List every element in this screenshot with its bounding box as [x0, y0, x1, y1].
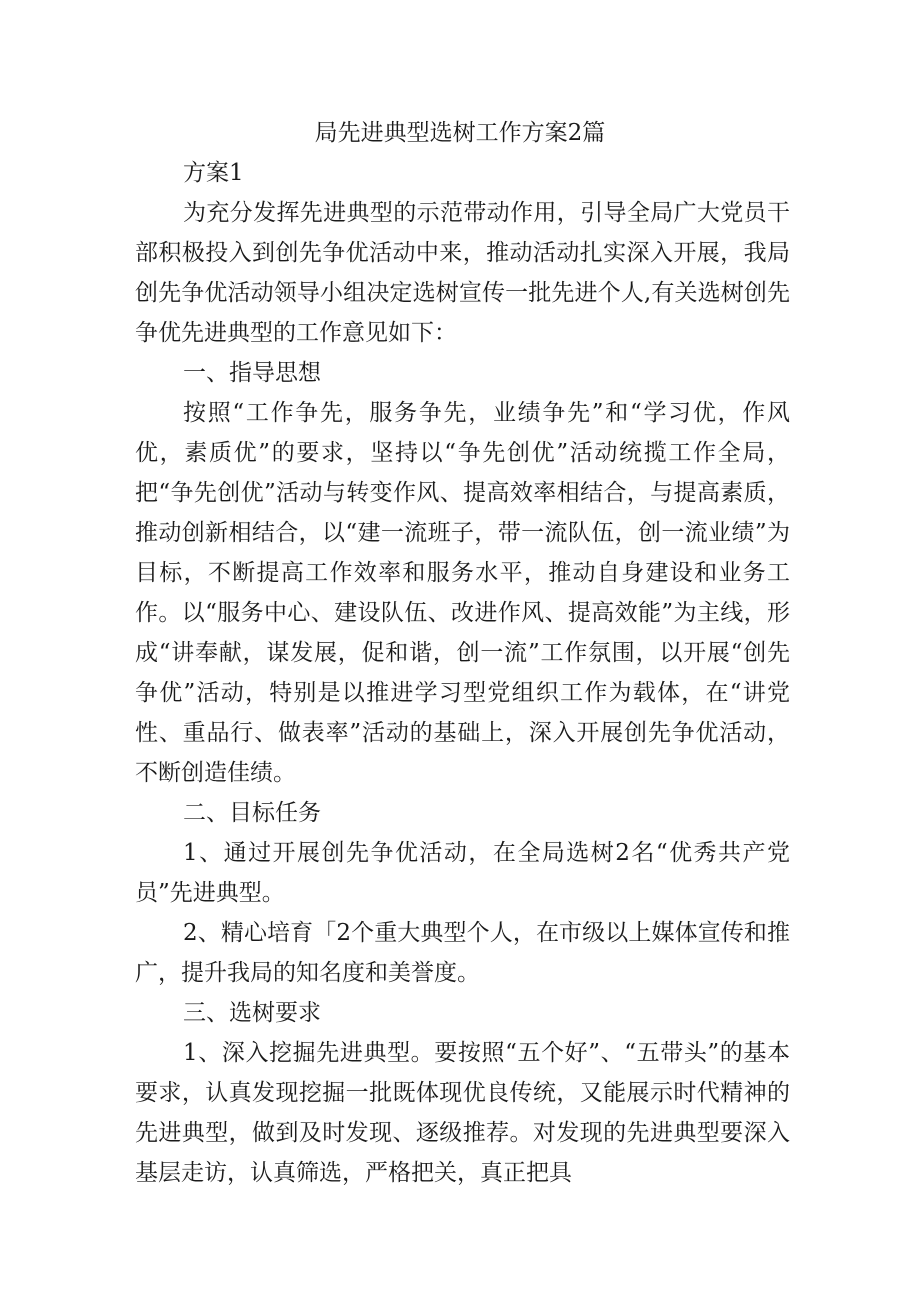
document-body: [135, 153, 790, 1193]
section-heading-goals: 二、目标任务: [183, 800, 321, 826]
section-heading-guiding-ideology: 一、指导思想: [183, 360, 321, 386]
paragraph-guiding-ideology: 按照“工作争先，服务争先，业绩争先”和“学习优，作风优，素质优”的要求，坚持以“争先创优”活动统揽工作全局，把“争先创优”活动与转变作风、提高效率相结合，与提高素质，推动创新相结合，以“建一流班子，带一流队伍，创一流业绩”为目标，不断提高工作效率和服务水平，推动自身建设和业务工作。以“服务中心、建设队伍、改进作风、提高效能”为主线，形成“讲奉献，谋发展，促和谐，创一流”工作氛围，以开展“创先争优”活动，特别是以推进学习型党组织工作为载体，在“讲党性、重品行、做表率”活动的基础上，深入开展创先争优活动，不断创造佳绩。: [135, 400, 790, 786]
section-heading-requirements: 三、选树要求: [183, 1000, 321, 1026]
paragraph-plan-heading: 方案1: [183, 160, 244, 186]
document-title: 局先进典型选树工作方案2篇: [314, 120, 606, 146]
paragraph-goal-2: 2、精心培育「2个重大典型个人，在市级以上媒体宣传和推广，提升我局的知名度和美誉度。: [135, 920, 790, 986]
paragraph-goal-1: 1、通过开展创先争优活动，在全局选树2名“优秀共产党员”先进典型。: [135, 840, 790, 906]
paragraph-intro: 为充分发挥先进典型的示范带动作用，引导全局广大党员干部积极投入到创先争优活动中来，推动活动扎实深入开展，我局创先争优活动领导小组决定选树宣传一批先进个人,有关选树创先争优先进典型的工作意见如下：: [135, 200, 790, 346]
paragraph-requirement-1: 1、深入挖掘先进典型。要按照“五个好”、“五带头”的基本要求，认真发现挖掘一批既体现优良传统，又能展示时代精神的先进典型，做到及时发现、逐级推荐。对发现的先进典型要深入基层走访，认真筛选，严格把关，真正把具: [135, 1040, 790, 1186]
